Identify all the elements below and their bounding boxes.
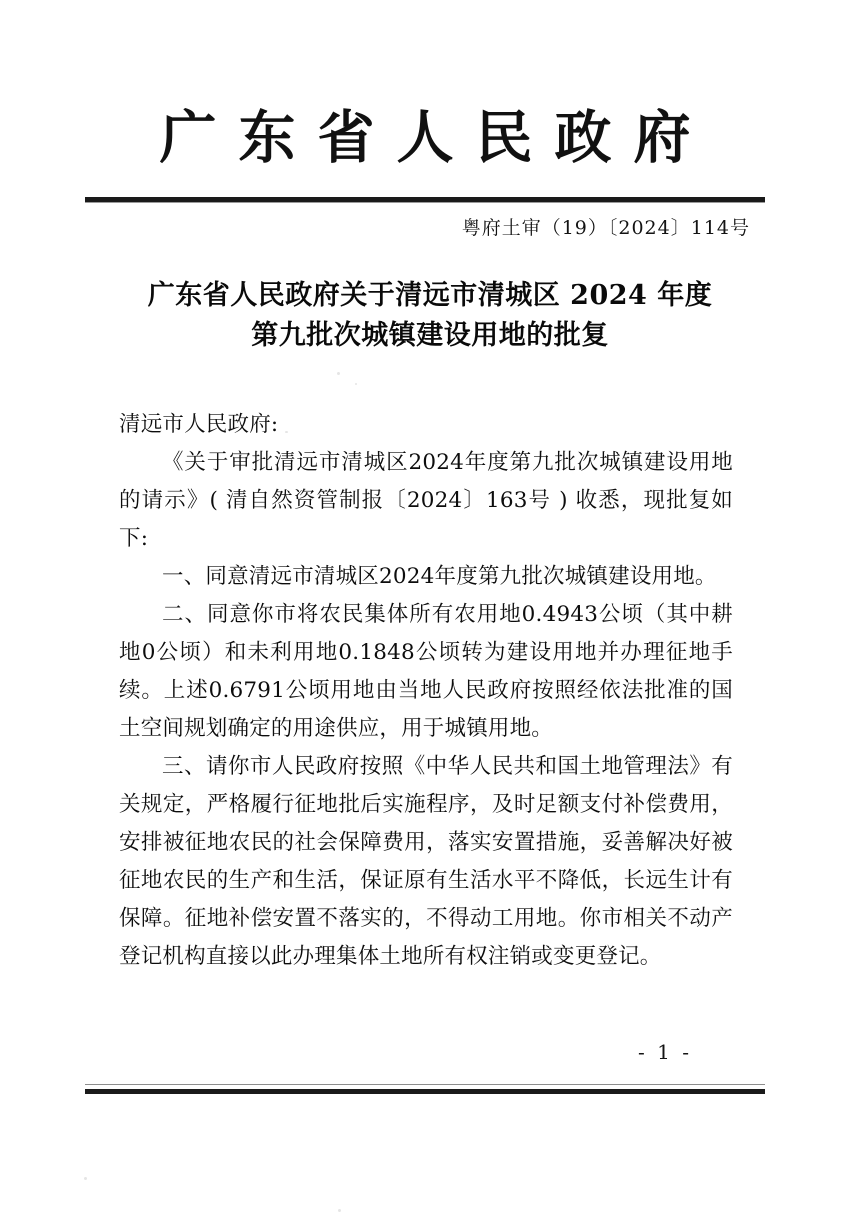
scan-speck [338, 1209, 341, 1212]
clause-three: 三、请你市人民政府按照《中华人民共和国土地管理法》有关规定，严格履行征地批后实施程序，及时足额支付补偿费用，安排被征地农民的社会保障费用，落实安置措施，妥善解决好被征地农民的生产和生活，保证原有生活水平不降低，长远生计有保障。征地补偿安置不落实的，不得动工用地。你市相关不动产登记机构直接以此办理集体土地所有权注销或变更登记。 [119, 754, 733, 969]
scan-speck [84, 1177, 87, 1180]
page-number-value: - 1 - [638, 1040, 692, 1064]
opening-paragraph: 《关于审批清远市清城区2024年度第九批次城镇建设用地的请示》( 清自然资管制报〔2024〕163号 ) 收悉，现批复如下: [119, 450, 733, 551]
recipient-line: 清远市人民政府: [119, 412, 279, 437]
footer-divider-thick [85, 1089, 765, 1094]
letterhead [85, 104, 765, 171]
document-title-line-1: 广东省人民政府关于清远市清城区 2024 年度 [147, 280, 713, 311]
header-divider-rule [85, 197, 765, 202]
issuing-organization: 广东省人民政府 [159, 104, 713, 171]
document-body [119, 406, 733, 976]
document-title [110, 276, 750, 356]
scan-speck [337, 372, 340, 375]
document-title-line-2: 第九批次城镇建设用地的批复 [251, 319, 609, 351]
scan-speck [355, 383, 357, 385]
footer-divider-thin [85, 1084, 765, 1085]
page-number [85, 1040, 750, 1064]
scan-speck [285, 431, 288, 433]
clause-two: 二、同意你市将农民集体所有农用地0.4943公顷（其中耕地0公顷）和未利用地0.1848公顷转为建设用地并办理征地手续。上述0.6791公顷用地由当地人民政府按照经依法批准的国土空间规划确定的用途供应，用于城镇用地。 [119, 602, 733, 741]
clause-one: 一、同意清远市清城区2024年度第九批次城镇建设用地。 [162, 564, 717, 589]
document-serial-number: 粤府土审（19）〔2024〕114号 [461, 217, 750, 239]
